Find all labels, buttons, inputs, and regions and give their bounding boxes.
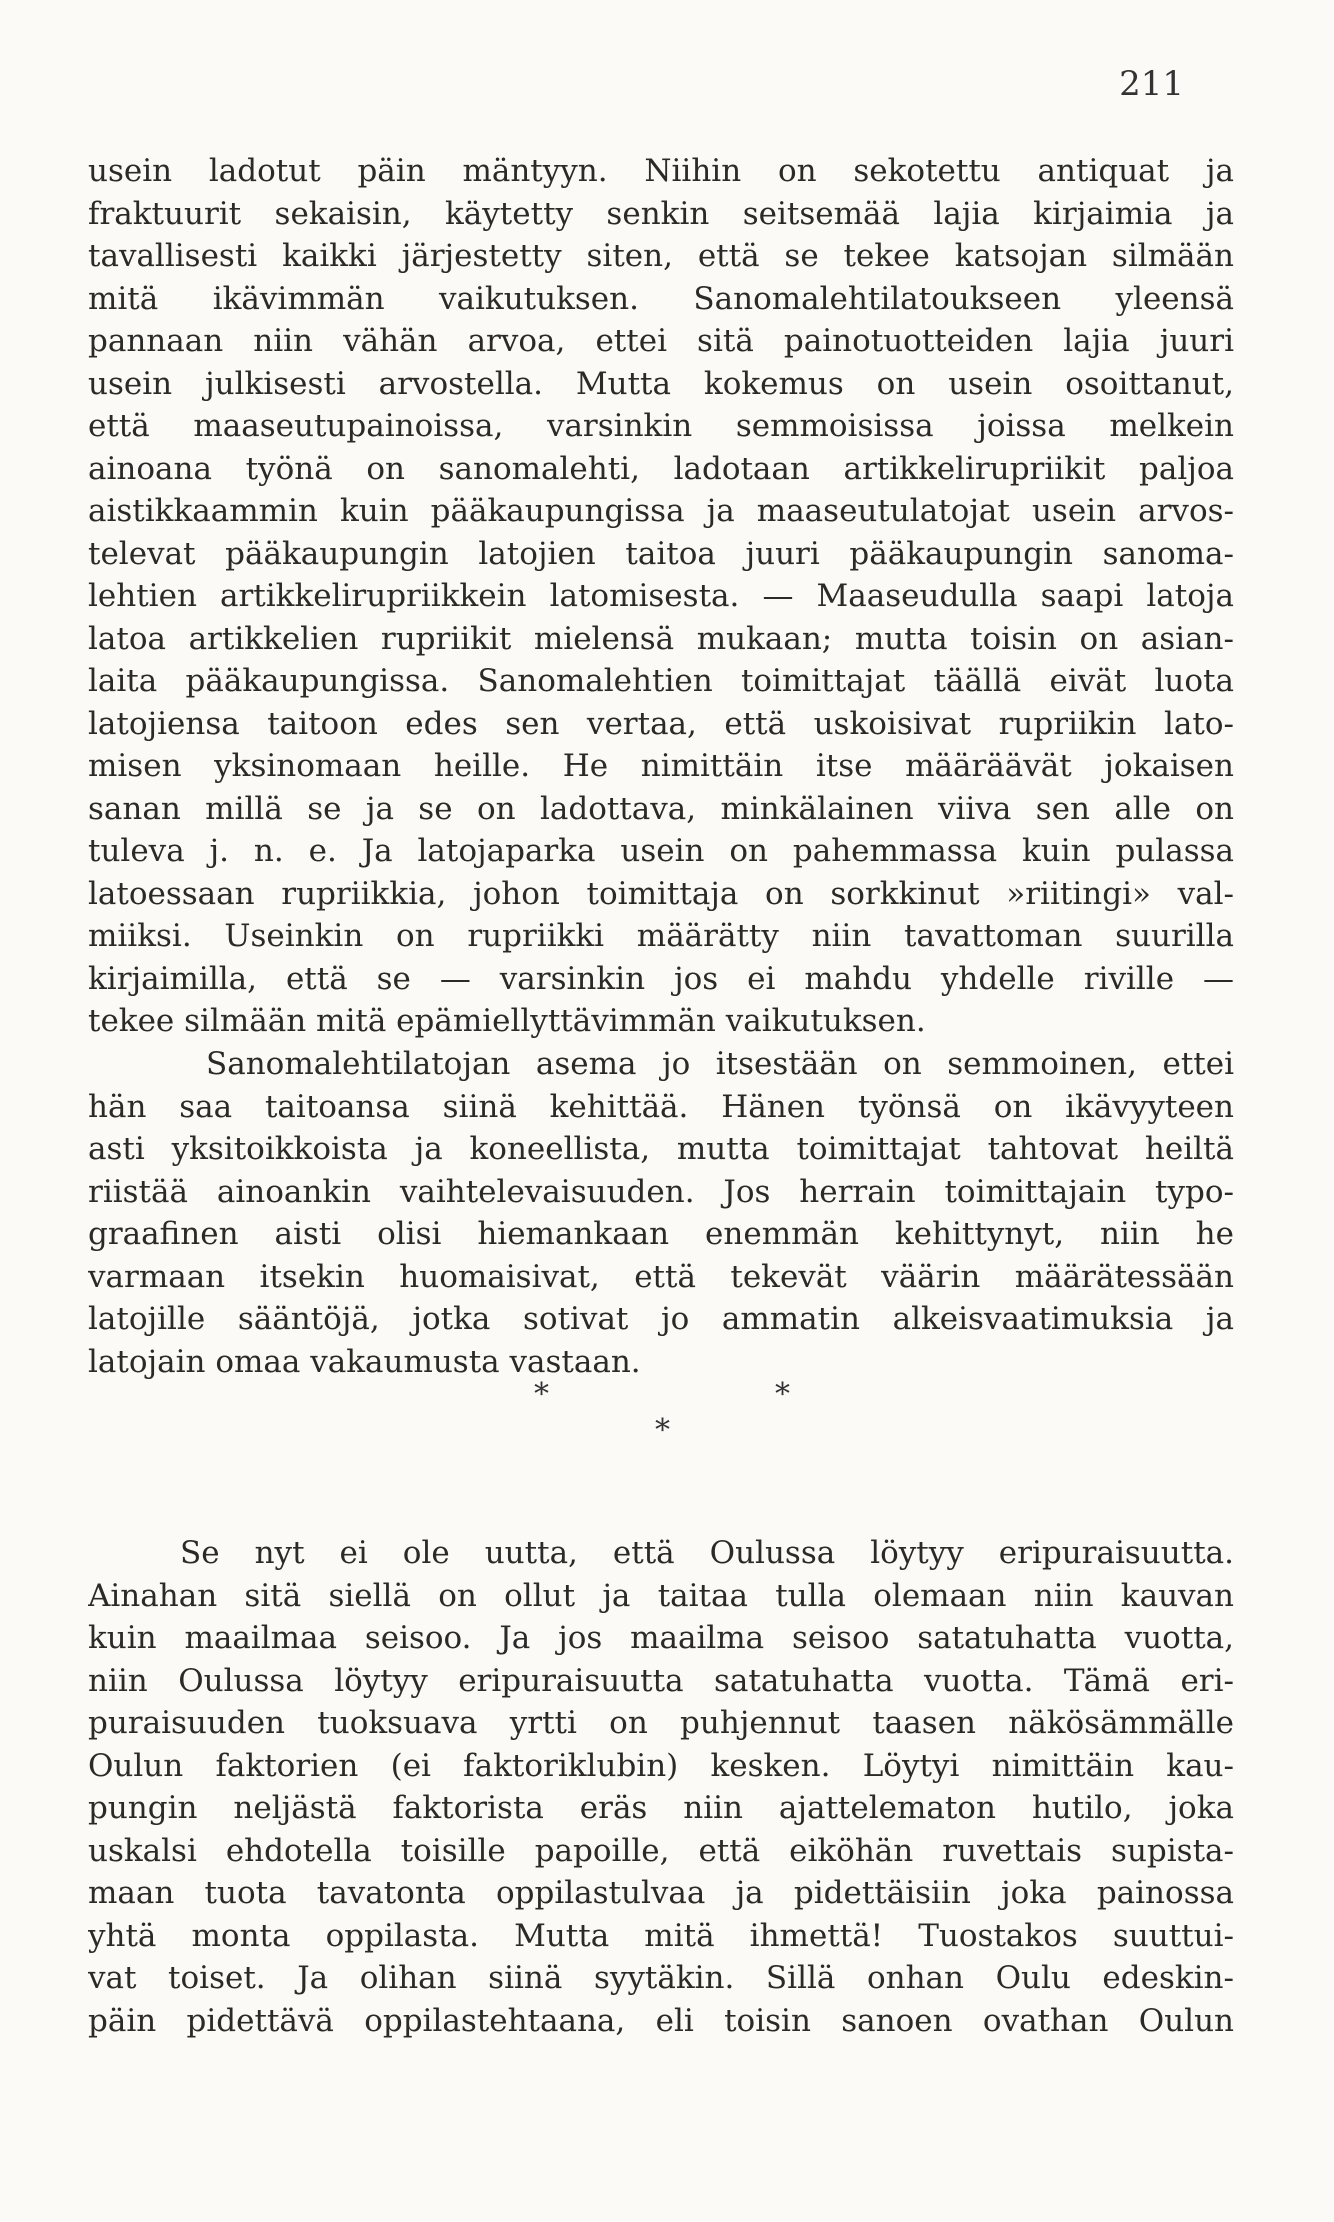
text-line: niin Oulussa löytyy eripuraisuutta satatuhatta vuotta. Tämä eri-	[88, 1662, 1234, 1699]
text-line: pannaan niin vähän arvoa, ettei sitä painotuotteiden lajia juuri	[88, 323, 1234, 359]
text-line: kuin maailmaa seisoo. Ja jos maailma seisoo satatuhatta vuotta,	[88, 1620, 1234, 1656]
text-line: mitä ikävimmän vaikutuksen. Sanomalehtilatoukseen yleensä	[88, 280, 1234, 317]
text-line: tavallisesti kaikki järjestetty siten, että se tekee katsojan silmään	[88, 238, 1234, 274]
text-line: usein ladotut päin mäntyyn. Niihin on sekotettu antiquat ja	[88, 153, 1234, 189]
text-line: maan tuota tavatonta oppilastulvaa ja pidettäisiin joka painossa	[88, 1875, 1234, 1911]
text-line: latoessaan rupriikkia, johon toimittaja on sorkkinut »riitingi» val-	[88, 875, 1234, 912]
text-line: hän saa taitoansa siinä kehittää. Hänen työnsä on ikävyyteen	[88, 1088, 1234, 1125]
text-line: tuleva j. n. e. Ja latojaparka usein on pahemmassa kuin pulassa	[88, 833, 1234, 869]
text-line: pungin neljästä faktorista eräs niin ajattelematon hutilo, joka	[88, 1790, 1234, 1826]
text-line: yhtä monta oppilasta. Mutta mitä ihmettä! Tuostakos suuttui-	[88, 1917, 1234, 1954]
text-line: aistikkaammin kuin pääkaupungissa ja maaseutulatojat usein arvos-	[88, 493, 1234, 529]
text-line: varmaan itsekin huomaisivat, että tekevät väärin määrätessään	[88, 1258, 1234, 1295]
text-line: puraisuuden tuoksuava yrtti on puhjennut taasen näkösämmälle	[88, 1705, 1234, 1741]
text-line: usein julkisesti arvostella. Mutta kokemus on usein osoittanut,	[88, 365, 1234, 402]
text-line: tekee silmään mitä epämiellyttävimmän vaikutuksen.	[88, 1003, 926, 1039]
paragraph-latojan-asema	[88, 1043, 1234, 1383]
asterisk: *	[655, 1413, 670, 1448]
text-line: televat pääkaupungin latojien taitoa juuri pääkaupungin sanoma-	[88, 535, 1234, 572]
text-line: Oulun faktorien (ei faktoriklubin) kesken. Löytyi nimittäin kau-	[88, 1747, 1234, 1784]
text-line: latoa artikkelien rupriikit mielensä mukaan; mutta toisin on asian-	[88, 620, 1234, 657]
asterisk: *	[534, 1377, 549, 1412]
text-line: latojain omaa vakaumusta vastaan.	[88, 1343, 641, 1380]
text-line: vat toiset. Ja olihan siinä syytäkin. Sillä onhan Oulu edeskin-	[88, 1960, 1234, 1996]
text-line: päin pidettävä oppilastehtaana, eli toisin sanoen ovathan Oulun	[88, 2002, 1234, 2039]
text-line: fraktuurit sekaisin, käytetty senkin seitsemää lajia kirjaimia ja	[88, 195, 1234, 232]
asterisk: *	[775, 1377, 790, 1412]
paragraph-oulu	[88, 1532, 1234, 2042]
text-line: Se nyt ei ole uutta, että Oulussa löytyy eripuraisuutta.	[180, 1535, 1234, 1571]
text-line: Ainahan sitä siellä on ollut ja taitaa tulla olemaan niin kauvan	[88, 1577, 1234, 1614]
text-line: latojiensa taitoon edes sen vertaa, että uskoisivat rupriikin lato-	[88, 705, 1234, 742]
text-line: lehtien artikkelirupriikkein latomisesta. — Maaseudulla saapi latoja	[88, 578, 1234, 614]
text-line: Sanomalehtilatojan asema jo itsestään on semmoinen, ettei	[206, 1046, 1234, 1082]
page-number: 211	[1119, 64, 1184, 104]
text-line: sanan millä se ja se on ladottava, minkälainen viiva sen alle on	[88, 790, 1234, 827]
text-line: ainoana työnä on sanomalehti, ladotaan artikkelirupriikit paljoa	[88, 450, 1234, 487]
text-line: uskalsi ehdotella toisille papoille, että eiköhän ruvettais supista-	[88, 1832, 1234, 1869]
text-line: graafinen aisti olisi hiemankaan enemmän kehittynyt, niin he	[88, 1216, 1234, 1252]
text-line: laita pääkaupungissa. Sanomalehtien toimittajat täällä eivät luota	[88, 663, 1234, 699]
text-line: latojille sääntöjä, jotka sotivat jo ammatin alkeisvaatimuksia ja	[88, 1301, 1234, 1337]
section-separator	[0, 1377, 1334, 1457]
text-line: että maaseutupainoissa, varsinkin semmoisissa joissa melkein	[88, 408, 1234, 444]
text-line: asti yksitoikkoista ja koneellista, mutta toimittajat tahtovat heiltä	[88, 1131, 1234, 1167]
text-line: miiksi. Useinkin on rupriikki määrätty niin tavattoman suurilla	[88, 918, 1234, 954]
text-line: kirjaimilla, että se — varsinkin jos ei mahdu yhdelle riville —	[88, 960, 1234, 997]
text-line: misen yksinomaan heille. He nimittäin itse määräävät jokaisen	[88, 748, 1234, 784]
paragraph-rupriikit	[88, 150, 1234, 1043]
text-line: riistää ainoankin vaihtelevaisuuden. Jos herrain toimittajain typo-	[88, 1173, 1234, 1210]
